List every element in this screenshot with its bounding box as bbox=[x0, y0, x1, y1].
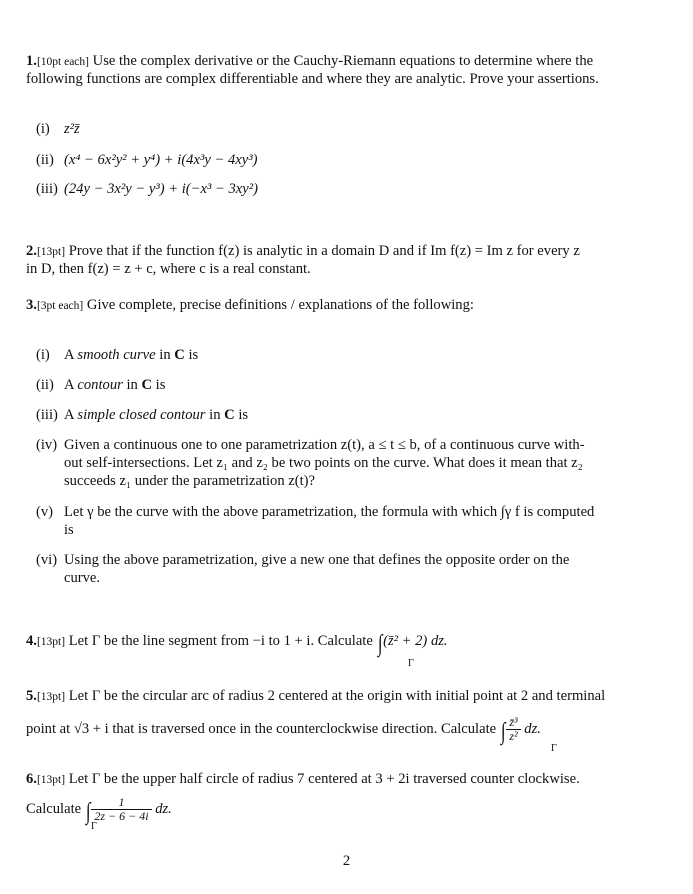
problem-number: 2. bbox=[26, 243, 37, 259]
page-number: 2 bbox=[342, 853, 351, 869]
problem-points: [3pt each] bbox=[36, 300, 84, 312]
item-label: (iv) bbox=[36, 437, 58, 453]
problem-points: [10pt each] bbox=[36, 56, 89, 68]
fraction: $\frac{1}{2z - 6 - 4i}$ bbox=[91, 796, 151, 823]
item-label: (vi) bbox=[36, 552, 58, 568]
problem-points: [13pt] bbox=[36, 691, 66, 703]
problem-6 bbox=[26, 770, 652, 789]
item-text: A simple closed contour in C is bbox=[64, 407, 249, 423]
item-label: (v) bbox=[36, 504, 54, 520]
integral-sign: ∫ bbox=[377, 631, 383, 657]
problem-2-line2: in D, then f(z) = z + c, where c is a real constant. bbox=[26, 261, 311, 277]
integral-sign: ∫ bbox=[85, 798, 91, 825]
problem-number: 5. bbox=[26, 688, 37, 704]
problem-3 bbox=[26, 296, 652, 315]
problem-5 bbox=[26, 687, 652, 706]
problem-text: Use the complex derivative or the Cauchy-Riemann equations to determine where the bbox=[92, 53, 594, 69]
problem-text: Calculate bbox=[26, 800, 82, 817]
problem-text: Prove that if the function f(z) is analytic in a domain D and if Im f(z) = Im z for every z bbox=[68, 243, 580, 259]
problem-2 bbox=[26, 242, 652, 261]
item-text: A smooth curve in C is bbox=[64, 347, 199, 363]
fraction: $\frac{\text{z̄³}}{\text{z²}}$ bbox=[506, 716, 520, 743]
item-expression: (x⁴ − 6x²y² + y⁴) + i(4x³y − 4xy³) bbox=[64, 152, 258, 168]
problem-1-line2: following functions are complex differentiable and where they are analytic. Prove your assertions. bbox=[26, 71, 599, 87]
item-label: (i) bbox=[36, 347, 50, 363]
item-label: (ii) bbox=[36, 377, 54, 393]
problem-number: 6. bbox=[26, 771, 37, 787]
integral-sign: ∫ bbox=[500, 718, 506, 745]
contour-label: Γ bbox=[551, 743, 557, 754]
item-label: (iii) bbox=[36, 181, 58, 197]
item-text: A contour in C is bbox=[64, 377, 166, 393]
problem-text: Let Γ be the upper half circle of radius 7 centered at 3 + 2i traversed counter clockwise. bbox=[68, 771, 580, 787]
problem-text: Give complete, precise definitions / explanations of the following: bbox=[86, 297, 474, 313]
contour-label: Γ bbox=[408, 658, 414, 669]
problem-number: 4. bbox=[26, 633, 37, 649]
item-label: (i) bbox=[36, 121, 50, 137]
item-text: Given a continuous one to one parametrization z(t), a ≤ t ≤ b, of a continuous curve with- bbox=[64, 437, 585, 453]
problem-text: point at √3 + i that is traversed once in the counterclockwise direction. Calculate bbox=[26, 720, 497, 737]
item-label: (iii) bbox=[36, 407, 58, 423]
item-expression: z²z̄ bbox=[64, 121, 80, 137]
item-text: Let γ be the curve with the above parametrization, the formula with which ∫γ f is computed bbox=[64, 504, 595, 520]
integrand-tail: dz. bbox=[155, 800, 172, 817]
contour-label: Γ bbox=[91, 821, 97, 832]
problem-number: 1. bbox=[26, 53, 37, 69]
problem-text: Let Γ be the circular arc of radius 2 centered at the origin with initial point at 2 and terminal bbox=[68, 688, 606, 704]
problem-points: [13pt] bbox=[36, 636, 66, 648]
item-label: (ii) bbox=[36, 152, 54, 168]
problem-text: Let Γ be the line segment from −i to 1 + i. Calculate bbox=[68, 633, 373, 649]
integrand-tail: dz. bbox=[524, 720, 541, 737]
problem-points: [13pt] bbox=[36, 246, 66, 258]
problem-number: 3. bbox=[26, 297, 37, 313]
problem-1 bbox=[26, 52, 652, 71]
item-expression: (24y − 3x²y − y³) + i(−x³ − 3xy²) bbox=[64, 181, 258, 197]
problem-points: [13pt] bbox=[36, 774, 66, 786]
problem-6-line2 bbox=[26, 796, 652, 823]
exam-page: 1.[10pt each] Use the complex derivative or the Cauchy-Riemann equations to determine where the following functions are complex differentiable and where they are analytic. Prove your assertions. (i) z²z̄ (ii) (x⁴ − 6x²y² + y⁴) + i(4x³y − 4xy³) (iii) (24y − 3x²y − y³) + i(−x³ − 3xy²) 2.[13pt] Prove that if the function f(z) is analytic in a domain D and if Im f(z) = Im z for every z in D, then f(z) = z + c, where c is a real constant. 3.[3pt each] Give complete, precise definitions / explanations of the following: (i) A smooth curve in C is (ii) A contour in C is (iii) A simple closed contour in C is (iv) Given a continuous one to one parametrization z(t), a ≤ t ≤ b, of a continuous curve with- out self-intersections. Let z₁ and z₂ be two points on the curve. What does it mean that z₂ succeeds z₁ under the parametrization z(t)? (v) Let γ be the curve with the above parametrization, the formula with which ∫γ f is computed is (vi) Using the above parametrization, give a new one that defines the opposite order on the curve. 4.[13pt] Let Γ be the line segment from −i to 1 + i. Calculate ∫(z̄² + 2) dz. Γ 5.[13pt] Let Γ be the circular arc of radius 2 centered at the origin with initial point at 2 and terminal point at √3 + i that is traversed once in the counterclockwise direction. Calculate ∫ $\frac{\text{z̄³}}{\text{z²}}$ dz. Γ 6.[13pt] Let Γ be the upper half circle of radius 7 centered at 3 + 2i traversed counter clockwise. Calculate ∫ $\frac{1}{2z - 6 - 4i}$ dz. Γ 2 bbox=[0, 0, 693, 894]
item-text: Using the above parametrization, give a new one that defines the opposite order on the bbox=[64, 552, 570, 568]
problem-5-line2 bbox=[26, 716, 652, 743]
integrand: (z̄² + 2) dz. bbox=[383, 633, 448, 649]
problem-4 bbox=[26, 631, 652, 657]
